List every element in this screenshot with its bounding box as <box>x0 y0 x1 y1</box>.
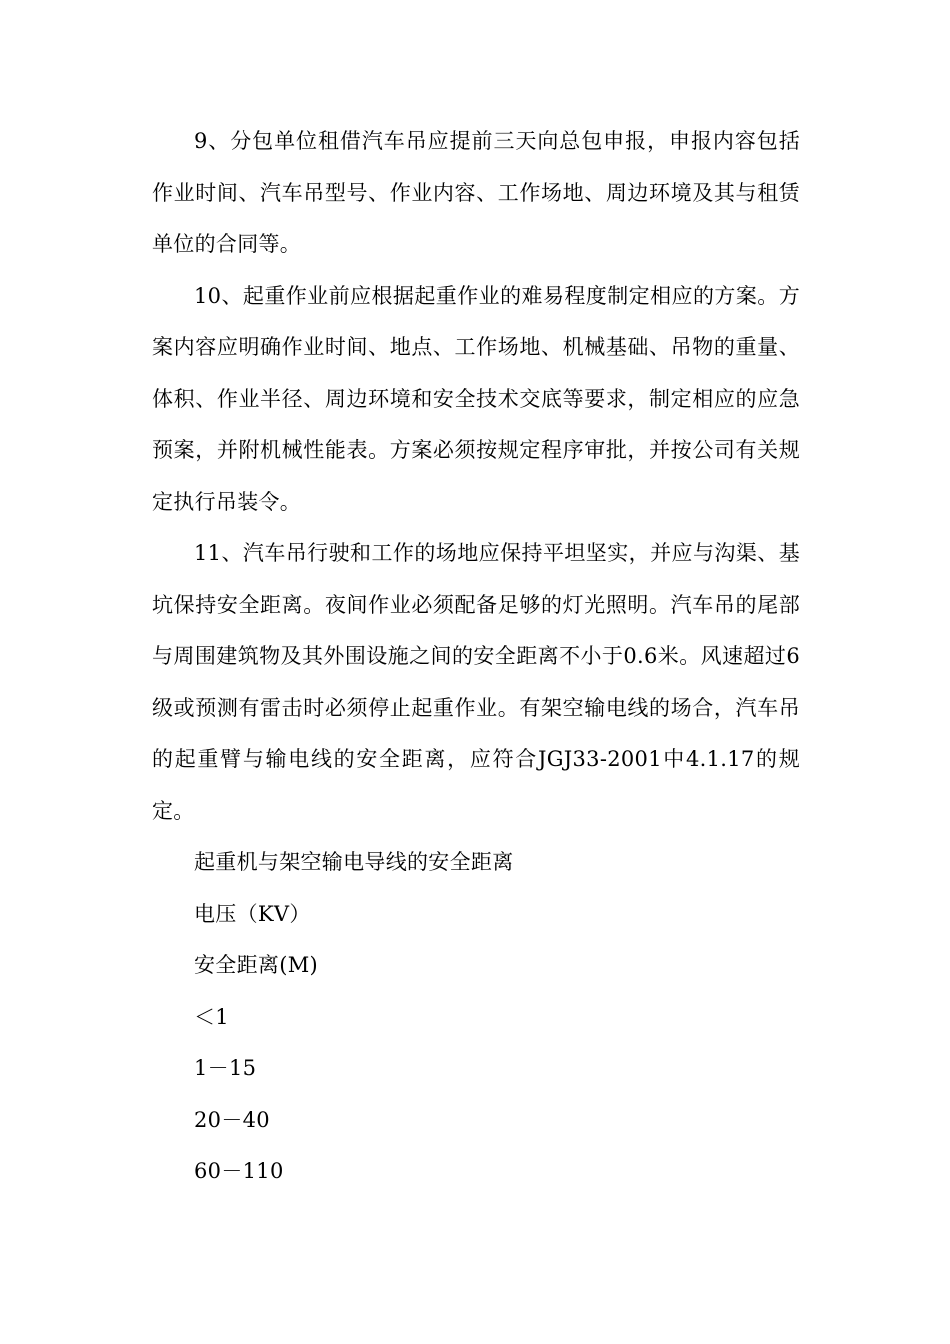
list-item: 电压（KV） <box>194 901 311 926</box>
paragraph-10: 10、起重作业前应根据起重作业的难易程度制定相应的方案。方案内容应明确作业时间、地点、工作场地、机械基础、吊物的重量、体积、作业半径、周边环境和安全技术交底等要求，制定相应的应急预案，并附机械性能表。方案必须按规定程序审批，并按公司有关规定执行吊装令。 <box>152 283 800 514</box>
document-page <box>152 116 800 1198</box>
list-item: 20－40 <box>194 1107 270 1132</box>
list-item: ＜1 <box>194 1004 229 1029</box>
safety-distance-list <box>152 837 800 1198</box>
list-item: 安全距离(M) <box>194 953 318 977</box>
list-item: 60－110 <box>194 1159 284 1183</box>
list-item: 1－15 <box>194 1056 257 1080</box>
paragraph-9: 9、分包单位租借汽车吊应提前三天向总包申报，申报内容包括作业时间、汽车吊型号、作业内容、工作场地、周边环境及其与租赁单位的合同等。 <box>152 129 800 256</box>
paragraph-11: 11、汽车吊行驶和工作的场地应保持平坦坚实，并应与沟渠、基坑保持安全距离。夜间作业必须配备足够的灯光照明。汽车吊的尾部与周围建筑物及其外围设施之间的安全距离不小于0.6米。风速超过6级或预测有雷击时必须停止起重作业。有架空输电线的场合，汽车吊的起重臂与输电线的安全距离，应符合JGJ33-2001中4.1.17的规定。 <box>152 541 800 823</box>
list-item: 起重机与架空输电导线的安全距离 <box>194 850 514 874</box>
